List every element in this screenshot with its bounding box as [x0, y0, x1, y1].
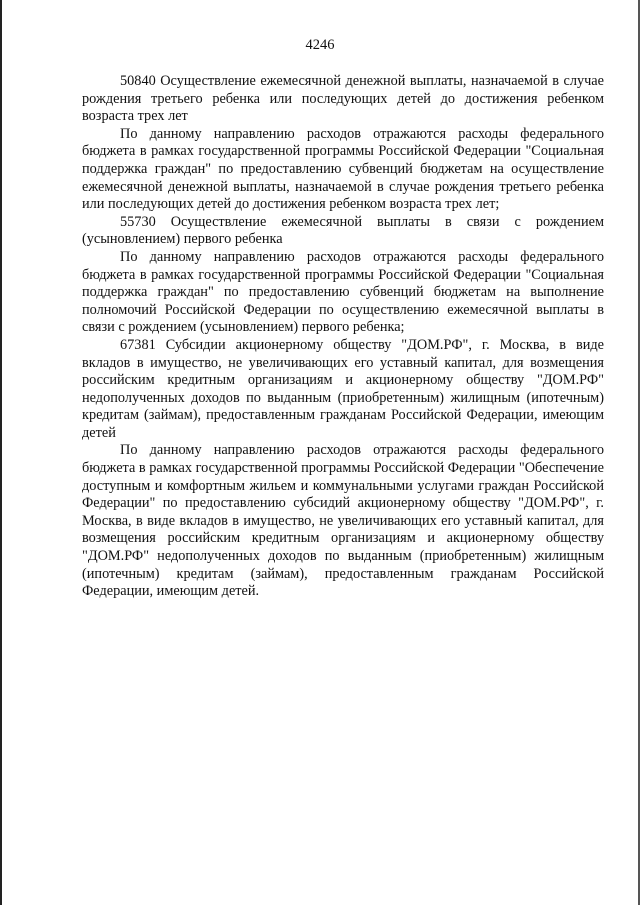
page-number: 4246 — [305, 37, 335, 53]
document-body — [82, 73, 604, 601]
paragraph-55730-heading: 55730 Осуществление ежемесячной выплаты в связи с рождением (усыновлением) первого ребенка — [82, 213, 604, 248]
paragraph-67381-description: По данному направлению расходов отражаются расходы федерального бюджета в рамках государственной программы Российской Федерации "Обеспечение доступным и комфортным жильем и коммунальными услугами граждан Российской Федерации" по предоставлению субсидий акционерному обществу "ДОМ.РФ", г. Москва, в виде вкладов в имущество, не увеличивающих его уставный капитал, для возмещения российским кредитным организациям и акционерному обществу "ДОМ.РФ" недополученных доходов по выданным (приобретенным) жилищным (ипотечным) кредитам (займам), предоставленным гражданам Российской Федерации, имеющим детей. — [82, 442, 604, 600]
paragraph-67381-heading: 67381 Субсидии акционерному обществу "ДОМ.РФ", г. Москва, в виде вкладов в имущество, не увеличивающих его уставный капитал, для возмещения российским кредитным организациям и акционерному обществу "ДОМ.РФ" недополученных доходов по выданным (приобретенным) жилищным (ипотечным) кредитам (займам), предоставленным гражданам Российской Федерации, имеющим детей — [82, 336, 604, 441]
paragraph-50840-description: По данному направлению расходов отражаются расходы федерального бюджета в рамках государственной программы Российской Федерации "Социальная поддержка граждан" по предоставлению субвенций бюджетам на осуществление ежемесячной денежной выплаты, назначаемой в случае рождения третьего ребенка или последующих детей до достижения ребенком возраста трех лет; — [82, 125, 604, 213]
paragraph-50840-heading: 50840 Осуществление ежемесячной денежной выплаты, назначаемой в случае рождения третьего ребенка или последующих детей до достижения ребенком возраста трех лет — [82, 73, 604, 125]
paragraph-55730-description: По данному направлению расходов отражаются расходы федерального бюджета в рамках государственной программы Российской Федерации "Социальная поддержка граждан" по предоставлению субвенций бюджетам на выполнение полномочий Российской Федерации по осуществлению ежемесячной выплаты в связи с рождением (усыновлением) первого ребенка; — [82, 248, 604, 336]
